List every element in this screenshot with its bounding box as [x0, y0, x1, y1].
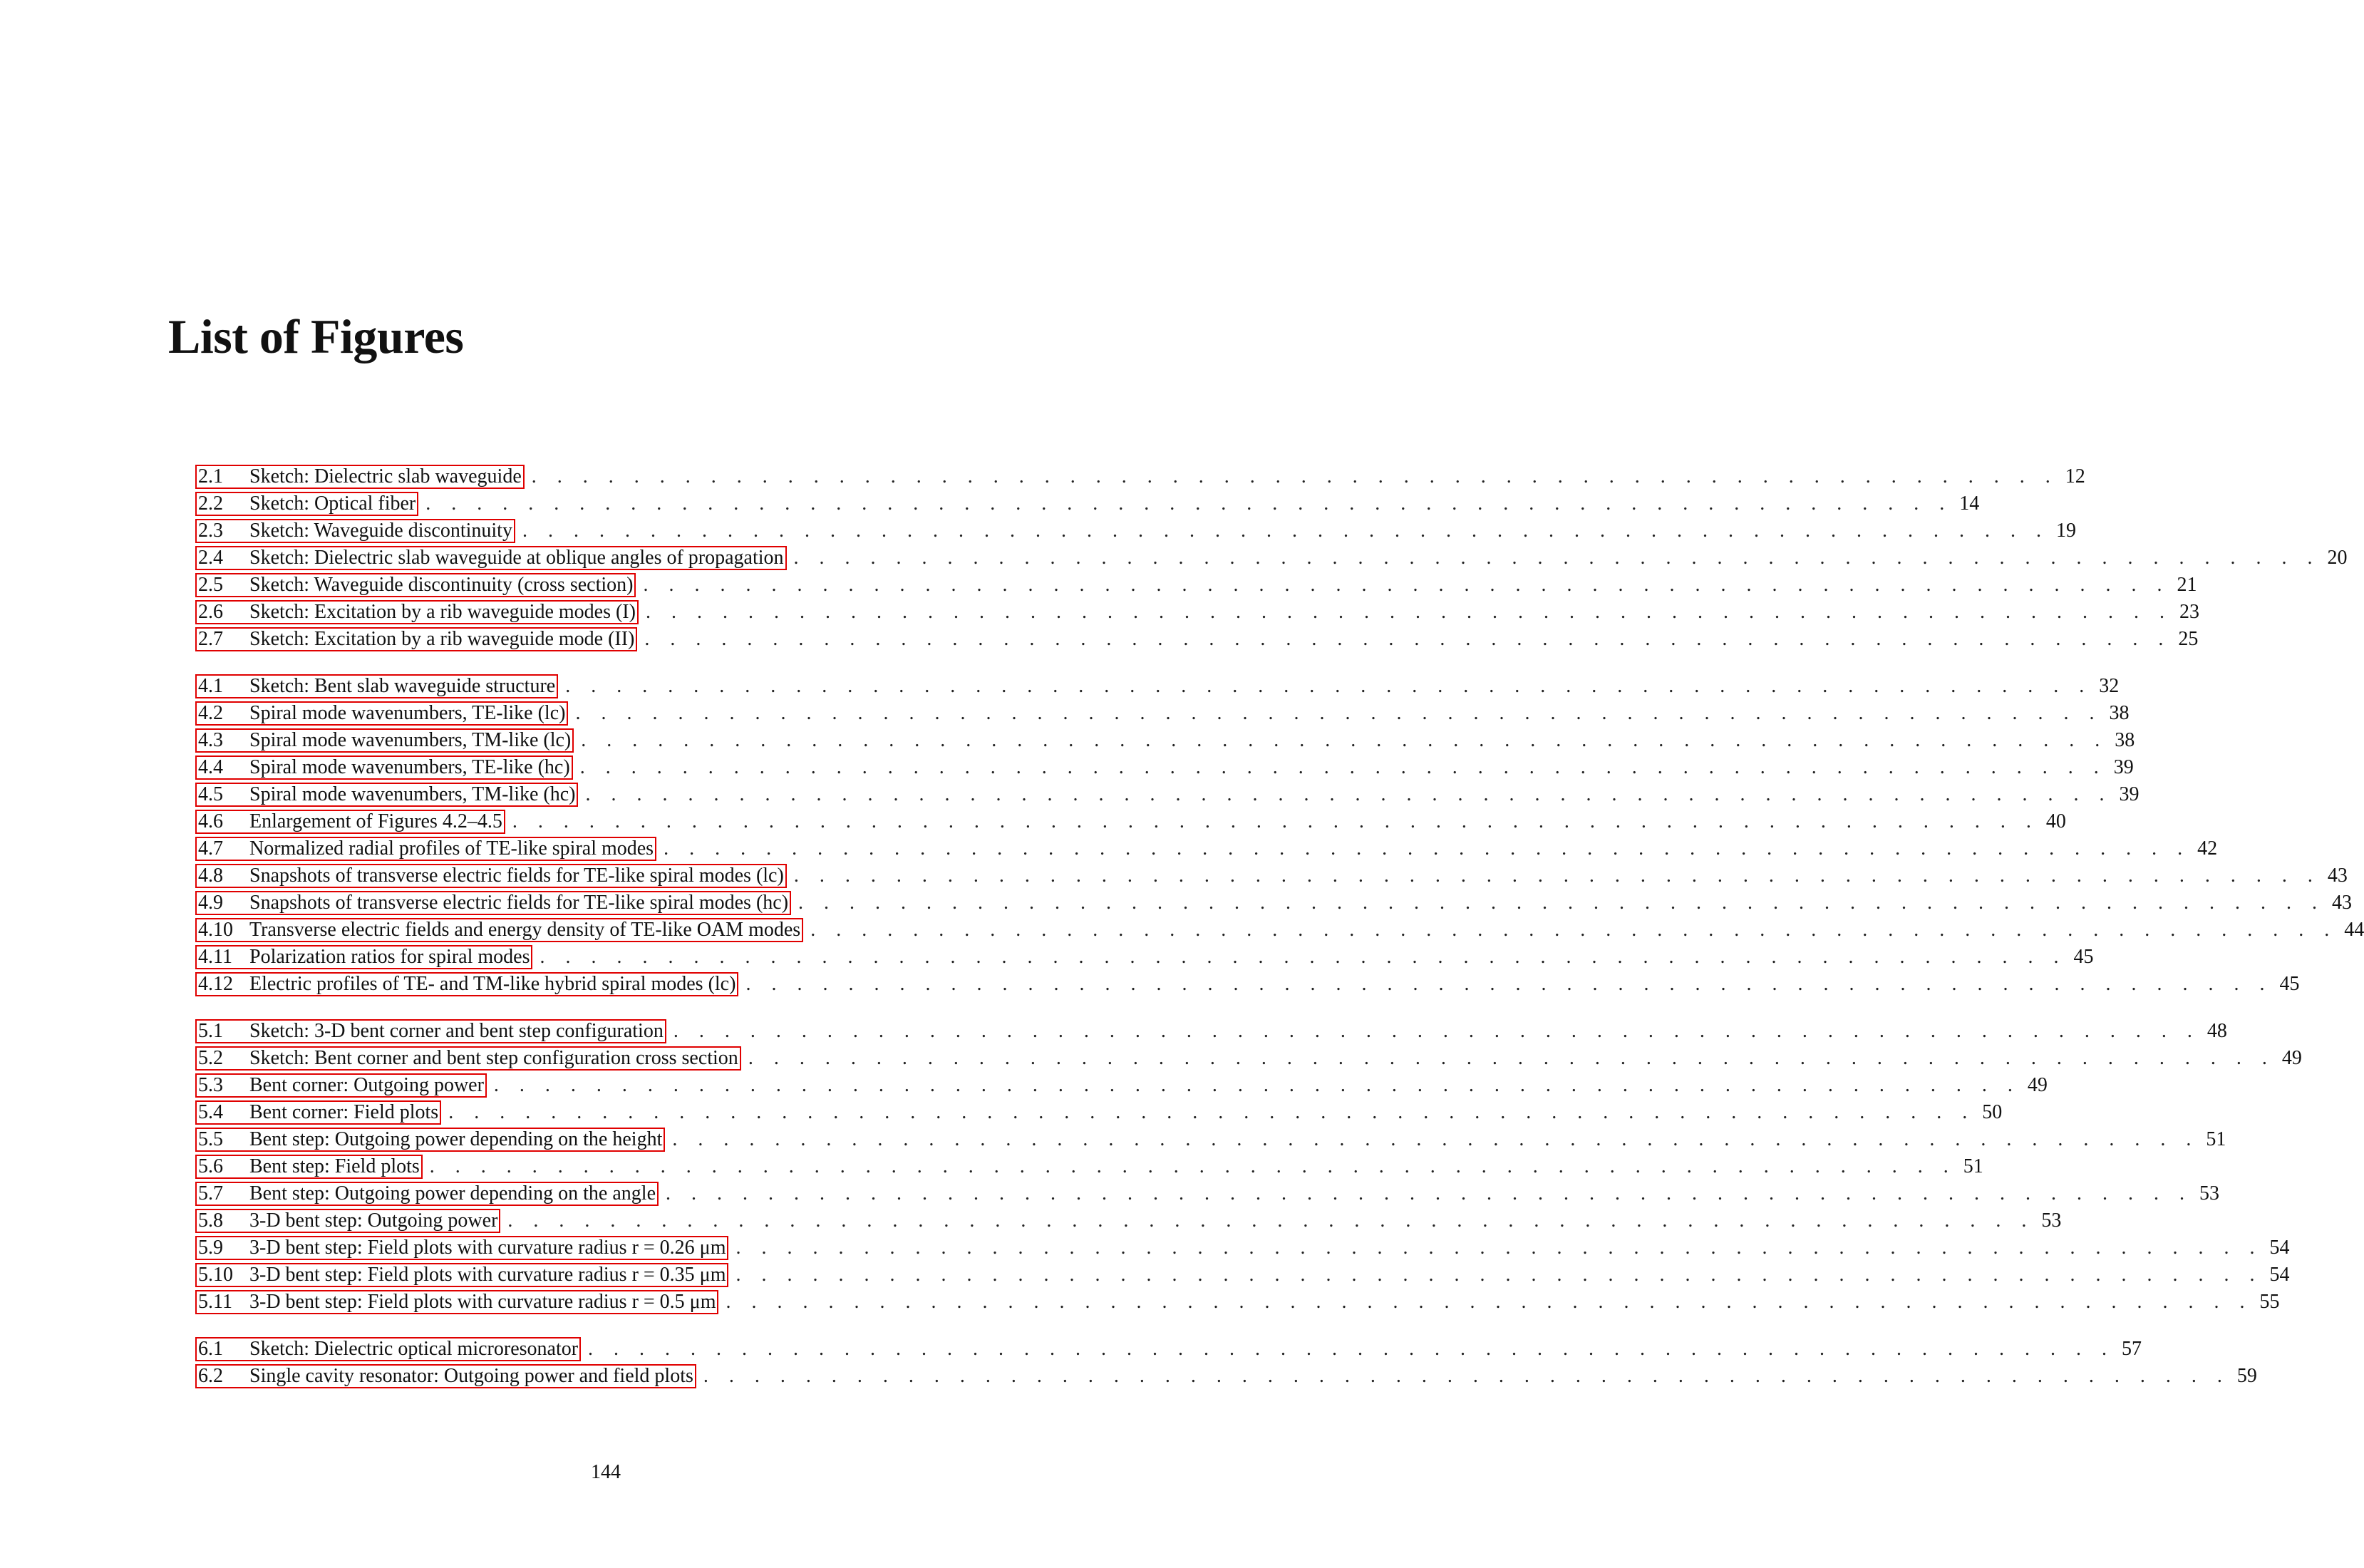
page-number-ref: 20 — [2327, 547, 2348, 569]
figure-link[interactable] — [195, 972, 738, 996]
dot-leader: . . . . . . . . . . . . . . . . . . . . . . . . . . . . . . . . . . . . . . . . . . . . . . . . . . . . . . . . . . . . — [507, 1209, 2035, 1232]
figure-link[interactable] — [195, 1155, 423, 1179]
dot-leader: . . . . . . . . . . . . . . . . . . . . . . . . . . . . . . . . . . . . . . . . . . . . . . . . . . . . . . . . . . . . — [429, 1155, 1956, 1177]
list-item — [198, 1072, 2048, 1099]
page-number-ref: 40 — [2045, 810, 2066, 832]
figure-link[interactable] — [195, 1337, 581, 1361]
list-item — [198, 626, 2199, 653]
figure-title: Enlargement of Figures 4.2–4.5 — [249, 810, 502, 832]
list-item — [198, 700, 2130, 727]
figure-number: 4.9 — [198, 892, 223, 914]
figure-title: Sketch: Bent slab waveguide structure — [249, 675, 556, 697]
dot-leader: . . . . . . . . . . . . . . . . . . . . . . . . . . . . . . . . . . . . . . . . . . . . . . . . . . . . . . . . . . . . — [672, 1128, 2199, 1150]
figure-number: 5.9 — [198, 1237, 223, 1259]
figure-number: 4.1 — [198, 675, 223, 697]
page-number-ref: 53 — [2199, 1182, 2219, 1205]
figure-title: 3-D bent step: Field plots with curvature radius r = 0.5 μm — [249, 1291, 716, 1313]
dot-leader: . . . . . . . . . . . . . . . . . . . . . . . . . . . . . . . . . . . . . . . . . . . . . . . . . . . . . . . . . . . . — [748, 1047, 2275, 1069]
list-of-figures — [198, 463, 2364, 1410]
figure-link[interactable] — [195, 918, 803, 942]
figure-title: Spiral mode wavenumbers, TE-like (lc) — [249, 702, 566, 724]
figure-title: Bent step: Field plots — [249, 1155, 420, 1177]
figure-title: Sketch: Excitation by a rib waveguide modes (I) — [249, 601, 636, 623]
dot-leader: . . . . . . . . . . . . . . . . . . . . . . . . . . . . . . . . . . . . . . . . . . . . . . . . . . . . . . . . . . . . — [588, 1338, 2115, 1360]
figure-group — [198, 1018, 2302, 1316]
list-item — [198, 673, 2120, 700]
figure-link[interactable] — [195, 891, 791, 915]
page-number-ref: 49 — [2281, 1047, 2302, 1069]
figure-title: Spiral mode wavenumbers, TM-like (hc) — [249, 783, 576, 805]
figure-link[interactable] — [195, 701, 568, 726]
figure-number: 5.4 — [198, 1101, 223, 1123]
figure-number: 2.2 — [198, 492, 223, 515]
page-number-ref: 43 — [2327, 865, 2348, 887]
figure-number: 4.3 — [198, 729, 223, 751]
figure-link[interactable] — [195, 546, 787, 570]
figure-number: 4.2 — [198, 702, 223, 724]
figure-title: Spiral mode wavenumbers, TE-like (hc) — [249, 756, 570, 778]
dot-leader: . . . . . . . . . . . . . . . . . . . . . . . . . . . . . . . . . . . . . . . . . . . . . . . . . . . . . . . . . . . . — [425, 492, 1953, 515]
figure-link[interactable] — [195, 1364, 696, 1388]
figure-number: 5.5 — [198, 1128, 223, 1150]
figure-title: Spiral mode wavenumbers, TM-like (lc) — [249, 729, 572, 751]
list-item — [198, 545, 2348, 572]
page-number-ref: 53 — [2041, 1209, 2062, 1232]
figure-title: Bent step: Outgoing power depending on the height — [249, 1128, 663, 1150]
figure-title: Normalized radial profiles of TE-like spiral modes — [249, 837, 654, 860]
dot-leader: . . . . . . . . . . . . . . . . . . . . . . . . . . . . . . . . . . . . . . . . . . . . . . . . . . . . . . . . . . . . — [726, 1291, 2253, 1313]
page-number-ref: 38 — [2115, 729, 2135, 751]
dot-leader: . . . . . . . . . . . . . . . . . . . . . . . . . . . . . . . . . . . . . . . . . . . . . . . . . . . . . . . . . . . . — [581, 729, 2108, 751]
page-number-ref: 21 — [2177, 574, 2197, 596]
figure-title: Sketch: Excitation by a rib waveguide mode (II) — [249, 628, 635, 650]
figure-link[interactable] — [195, 1290, 718, 1314]
figure-number: 2.4 — [198, 547, 223, 569]
figure-number: 4.11 — [198, 946, 232, 968]
list-item — [198, 463, 2085, 490]
list-item — [198, 862, 2348, 889]
dot-leader: . . . . . . . . . . . . . . . . . . . . . . . . . . . . . . . . . . . . . . . . . . . . . . . . . . . . . . . . . . . . — [703, 1365, 2230, 1387]
figure-link[interactable] — [195, 1073, 487, 1098]
page-number-ref: 55 — [2259, 1291, 2280, 1313]
figure-group — [198, 673, 2364, 998]
figure-link[interactable] — [195, 1128, 665, 1152]
figure-number: 5.10 — [198, 1264, 233, 1286]
figure-title: Sketch: Dielectric optical microresonator — [249, 1338, 579, 1360]
figure-number: 4.7 — [198, 837, 223, 860]
figure-title: Sketch: Dielectric slab waveguide at oblique angles of propagation — [249, 547, 784, 569]
figure-link[interactable] — [195, 674, 558, 698]
page-number-ref: 39 — [2113, 756, 2134, 778]
figure-number: 5.8 — [198, 1209, 223, 1232]
list-item — [198, 917, 2364, 944]
list-item — [198, 754, 2134, 781]
dot-leader: . . . . . . . . . . . . . . . . . . . . . . . . . . . . . . . . . . . . . . . . . . . . . . . . . . . . . . . . . . . . — [585, 783, 2112, 805]
figure-number: 4.5 — [198, 783, 223, 805]
page-number-ref: 12 — [2065, 465, 2085, 488]
page-number-ref: 19 — [2055, 520, 2076, 542]
figure-link[interactable] — [195, 1100, 441, 1125]
list-item — [198, 889, 2353, 917]
list-item — [198, 1336, 2142, 1363]
list-item — [198, 781, 2140, 808]
list-item — [198, 1234, 2290, 1262]
page-number-ref: 44 — [2344, 919, 2364, 941]
list-item — [198, 1126, 2226, 1153]
figure-number: 4.4 — [198, 756, 223, 778]
dot-leader: . . . . . . . . . . . . . . . . . . . . . . . . . . . . . . . . . . . . . . . . . . . . . . . . . . . . . . . . . . . . — [793, 865, 2321, 887]
dot-leader: . . . . . . . . . . . . . . . . . . . . . . . . . . . . . . . . . . . . . . . . . . . . . . . . . . . . . . . . . . . . — [735, 1264, 2263, 1286]
figure-number: 2.5 — [198, 574, 223, 596]
figure-link[interactable] — [195, 627, 637, 651]
page-number-ref: 45 — [2073, 946, 2094, 968]
figure-title: Sketch: Dielectric slab waveguide — [249, 465, 522, 488]
page-number-ref: 42 — [2197, 837, 2218, 860]
figure-link[interactable] — [195, 810, 505, 834]
figure-title: Bent corner: Outgoing power — [249, 1074, 484, 1096]
figure-link[interactable] — [195, 945, 532, 969]
dot-leader: . . . . . . . . . . . . . . . . . . . . . . . . . . . . . . . . . . . . . . . . . . . . . . . . . . . . . . . . . . . . — [643, 574, 2170, 596]
figure-link[interactable] — [195, 1209, 500, 1233]
figure-group — [198, 463, 2348, 653]
list-item — [198, 727, 2135, 754]
list-item — [198, 835, 2218, 862]
page-number-ref: 54 — [2269, 1237, 2290, 1259]
page-number-ref: 54 — [2269, 1264, 2290, 1286]
figure-number: 4.8 — [198, 865, 223, 887]
figure-number: 5.1 — [198, 1020, 223, 1042]
figure-number: 4.6 — [198, 810, 223, 832]
dot-leader: . . . . . . . . . . . . . . . . . . . . . . . . . . . . . . . . . . . . . . . . . . . . . . . . . . . . . . . . . . . . — [565, 675, 2092, 697]
dot-leader: . . . . . . . . . . . . . . . . . . . . . . . . . . . . . . . . . . . . . . . . . . . . . . . . . . . . . . . . . . . . — [540, 946, 2067, 968]
figure-number: 6.1 — [198, 1338, 223, 1360]
list-item — [198, 944, 2094, 971]
dot-leader: . . . . . . . . . . . . . . . . . . . . . . . . . . . . . . . . . . . . . . . . . . . . . . . . . . . . . . . . . . . . — [512, 810, 2039, 832]
figure-link[interactable] — [195, 1236, 728, 1260]
figure-link[interactable] — [195, 864, 787, 888]
figure-title: Bent corner: Field plots — [249, 1101, 439, 1123]
dot-leader: . . . . . . . . . . . . . . . . . . . . . . . . . . . . . . . . . . . . . . . . . . . . . . . . . . . . . . . . . . . . — [666, 1182, 2192, 1205]
list-item — [198, 490, 1980, 517]
list-item — [198, 1207, 2062, 1234]
list-item — [198, 599, 2199, 626]
page-number-ref: 43 — [2332, 892, 2353, 914]
figure-title: Sketch: 3-D bent corner and bent step configuration — [249, 1020, 664, 1042]
page-number-ref: 25 — [2178, 628, 2199, 650]
dot-leader: . . . . . . . . . . . . . . . . . . . . . . . . . . . . . . . . . . . . . . . . . . . . . . . . . . . . . . . . . . . . — [522, 520, 2049, 542]
page-number-ref: 51 — [1963, 1155, 1983, 1177]
list-item — [198, 971, 2300, 998]
list-item — [198, 1289, 2280, 1316]
list-item — [198, 1099, 2003, 1126]
dot-leader: . . . . . . . . . . . . . . . . . . . . . . . . . . . . . . . . . . . . . . . . . . . . . . . . . . . . . . . . . . . . — [793, 547, 2321, 569]
page-number-ref: 45 — [2279, 973, 2300, 995]
figure-link[interactable] — [195, 1182, 659, 1206]
figure-link[interactable] — [195, 728, 574, 753]
figure-title: Electric profiles of TE- and TM-like hybrid spiral modes (lc) — [249, 973, 736, 995]
dot-leader: . . . . . . . . . . . . . . . . . . . . . . . . . . . . . . . . . . . . . . . . . . . . . . . . . . . . . . . . . . . . — [644, 628, 2172, 650]
figure-title: Bent step: Outgoing power depending on the angle — [249, 1182, 656, 1205]
figure-title: Sketch: Bent corner and bent step configuration cross section — [249, 1047, 738, 1069]
list-item — [198, 808, 2066, 835]
page-number-ref: 32 — [2099, 675, 2120, 697]
figure-title: Sketch: Waveguide discontinuity (cross section) — [249, 574, 634, 596]
figure-number: 5.11 — [198, 1291, 232, 1313]
figure-number: 5.3 — [198, 1074, 223, 1096]
figure-link[interactable] — [195, 1046, 741, 1071]
dot-leader: . . . . . . . . . . . . . . . . . . . . . . . . . . . . . . . . . . . . . . . . . . . . . . . . . . . . . . . . . . . . — [673, 1020, 2200, 1042]
figure-link[interactable] — [195, 1263, 728, 1287]
figure-number: 4.10 — [198, 919, 233, 941]
figure-number: 2.1 — [198, 465, 223, 488]
list-item — [198, 1180, 2219, 1207]
figure-title: Snapshots of transverse electric fields for TE-like spiral modes (hc) — [249, 892, 789, 914]
list-item — [198, 1363, 2257, 1390]
figure-title: 3-D bent step: Outgoing power — [249, 1209, 498, 1232]
figure-number: 6.2 — [198, 1365, 223, 1387]
page-number: 144 — [591, 1461, 621, 1483]
figure-title: Polarization ratios for spiral modes — [249, 946, 530, 968]
figure-link[interactable] — [195, 519, 515, 543]
page-number-ref: 59 — [2236, 1365, 2257, 1387]
figure-title: Snapshots of transverse electric fields for TE-like spiral modes (lc) — [249, 865, 784, 887]
figure-link[interactable] — [195, 755, 573, 780]
figure-number: 2.3 — [198, 520, 223, 542]
page-title: List of Figures — [168, 309, 464, 363]
page-number-ref: 48 — [2206, 1020, 2227, 1042]
dot-leader: . . . . . . . . . . . . . . . . . . . . . . . . . . . . . . . . . . . . . . . . . . . . . . . . . . . . . . . . . . . . — [798, 892, 2326, 914]
figure-link[interactable] — [195, 837, 656, 861]
figure-number: 2.6 — [198, 601, 223, 623]
dot-leader: . . . . . . . . . . . . . . . . . . . . . . . . . . . . . . . . . . . . . . . . . . . . . . . . . . . . . . . . . . . . — [448, 1101, 1976, 1123]
dot-leader: . . . . . . . . . . . . . . . . . . . . . . . . . . . . . . . . . . . . . . . . . . . . . . . . . . . . . . . . . . . . — [810, 919, 2338, 941]
list-item — [198, 1018, 2227, 1045]
list-item — [198, 517, 2076, 545]
dot-leader: . . . . . . . . . . . . . . . . . . . . . . . . . . . . . . . . . . . . . . . . . . . . . . . . . . . . . . . . . . . . — [735, 1237, 2263, 1259]
dot-leader: . . . . . . . . . . . . . . . . . . . . . . . . . . . . . . . . . . . . . . . . . . . . . . . . . . . . . . . . . . . . — [531, 465, 2058, 488]
figure-title: Sketch: Optical fiber — [249, 492, 416, 515]
figure-title: Single cavity resonator: Outgoing power and field plots — [249, 1365, 693, 1387]
dot-leader: . . . . . . . . . . . . . . . . . . . . . . . . . . . . . . . . . . . . . . . . . . . . . . . . . . . . . . . . . . . . — [664, 837, 2191, 860]
page-number-ref: 39 — [2119, 783, 2140, 805]
figure-group — [198, 1336, 2257, 1390]
figure-link[interactable] — [195, 573, 636, 597]
figure-title: 3-D bent step: Field plots with curvature radius r = 0.26 μm — [249, 1237, 726, 1259]
list-item — [198, 1153, 1983, 1180]
page-number-ref: 49 — [2027, 1074, 2048, 1096]
list-item — [198, 1262, 2290, 1289]
figure-link[interactable] — [195, 492, 418, 516]
figure-link[interactable] — [195, 783, 578, 807]
page-number-ref: 57 — [2122, 1338, 2142, 1360]
figure-title: 3-D bent step: Field plots with curvature radius r = 0.35 μm — [249, 1264, 726, 1286]
dot-leader: . . . . . . . . . . . . . . . . . . . . . . . . . . . . . . . . . . . . . . . . . . . . . . . . . . . . . . . . . . . . — [645, 601, 2172, 623]
dot-leader: . . . . . . . . . . . . . . . . . . . . . . . . . . . . . . . . . . . . . . . . . . . . . . . . . . . . . . . . . . . . — [575, 702, 2102, 724]
dot-leader: . . . . . . . . . . . . . . . . . . . . . . . . . . . . . . . . . . . . . . . . . . . . . . . . . . . . . . . . . . . . — [493, 1074, 2020, 1096]
dot-leader: . . . . . . . . . . . . . . . . . . . . . . . . . . . . . . . . . . . . . . . . . . . . . . . . . . . . . . . . . . . . — [745, 973, 2273, 995]
list-item — [198, 1045, 2302, 1072]
page-number-ref: 23 — [2179, 601, 2199, 623]
figure-title: Sketch: Waveguide discontinuity — [249, 520, 512, 542]
figure-number: 5.6 — [198, 1155, 223, 1177]
page-number-ref: 14 — [1959, 492, 1980, 515]
dot-leader: . . . . . . . . . . . . . . . . . . . . . . . . . . . . . . . . . . . . . . . . . . . . . . . . . . . . . . . . . . . . — [579, 756, 2107, 778]
list-item — [198, 572, 2197, 599]
figure-link[interactable] — [195, 465, 525, 489]
figure-number: 5.2 — [198, 1047, 223, 1069]
figure-number: 4.12 — [198, 973, 233, 995]
figure-link[interactable] — [195, 600, 639, 624]
figure-number: 5.7 — [198, 1182, 223, 1205]
figure-number: 2.7 — [198, 628, 223, 650]
figure-title: Transverse electric fields and energy density of TE-like OAM modes — [249, 919, 801, 941]
page-number-ref: 38 — [2109, 702, 2130, 724]
figure-link[interactable] — [195, 1019, 666, 1043]
page-number-ref: 50 — [1982, 1101, 2003, 1123]
page-number-ref: 51 — [2206, 1128, 2226, 1150]
